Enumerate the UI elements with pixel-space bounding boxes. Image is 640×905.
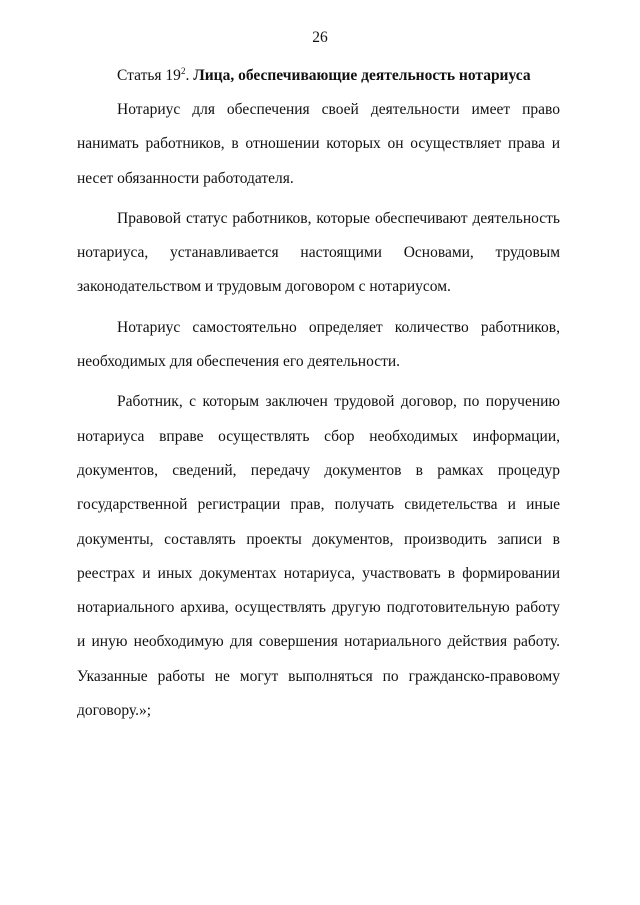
article-heading — [117, 66, 531, 85]
article-number-dot: . — [185, 67, 190, 84]
article-number-superscript: 2 — [180, 66, 186, 76]
article-title: Лица, обеспечивающие деятельность нотариуса — [193, 67, 531, 84]
article-body — [77, 93, 560, 728]
paragraph-legal-status: Правовой статус работников, которые обеспечивают деятельность нотариуса, устанавливается настоящими Основами, трудовым законодательством и трудовым договором с нотариусом. — [77, 209, 560, 296]
article-label: Статья 19 — [117, 67, 181, 84]
page-number: 26 — [312, 29, 328, 46]
paragraph-employer-rights: Нотариус для обеспечения своей деятельности имеет право нанимать работников, в отношении которых он осуществляет права и несет обязанности работодателя. — [77, 101, 560, 187]
paragraph-employee-duties: Работник, с которым заключен трудовой договор, по поручению нотариуса вправе осуществлять сбор необходимых информации, документов, сведений, передачу документов в рамках процедур государственной регистрации прав, получать свидетельства и иные документы, составлять проекты документов, производить записи в реестрах и иных документах нотариуса, участвовать в формировании нотариального архива, осуществлять другую подготовительную работу и иную необходимую для совершения нотариального действия работу. Указанные работы не могут выполняться по гражданско-правовому договору.»; — [77, 393, 560, 720]
paragraph-staff-count: Нотариус самостоятельно определяет количество работников, необходимых для обеспечения его деятельности. — [77, 318, 560, 371]
